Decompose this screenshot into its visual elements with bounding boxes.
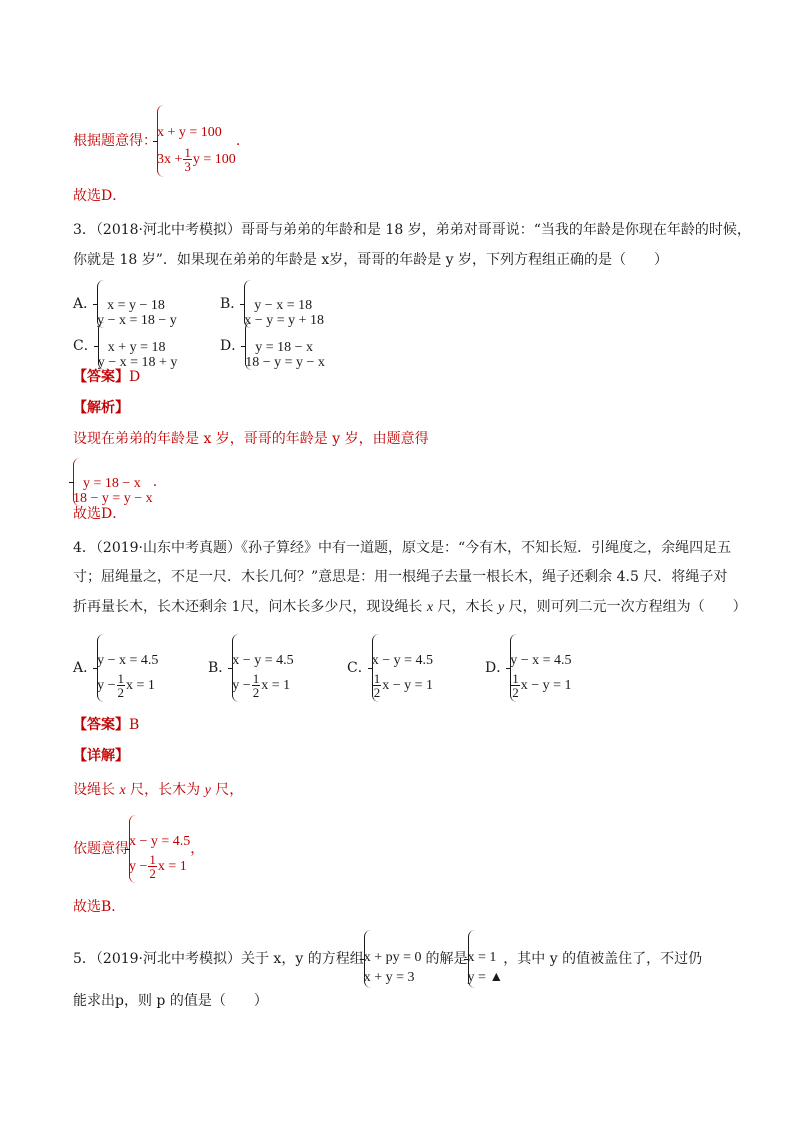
p1-equation-system [157, 105, 236, 177]
q3-option-b: B． y − x = 18 x − y = y + 18 [220, 280, 324, 328]
q3-analysis-tag: 【解析】 [73, 400, 129, 416]
p1-lead-text: 根据题意得： [73, 133, 157, 149]
q3-text-line1: 3．（2018·河北中考模拟）哥哥与弟弟的年龄和是 18 岁，弟弟对哥哥说：“当我的年龄是你现在年龄的时候， [73, 222, 751, 238]
q3-option-a: A． x = y − 18 y − x = 18 − y [73, 280, 177, 328]
p1-eq1: x + y = 100 [157, 125, 222, 140]
q3-option-d: D． y = 18 − x 18 − y = y − x [220, 322, 325, 370]
q4-text-line2: 寸；屈绳量之，不足一尺．木长几何？”意思是：用一根绳子去量一根长木，绳子还剩余 4.5 尺．将绳子对 [73, 569, 728, 585]
q4-answer: 【答案】B [73, 717, 140, 733]
q3-analysis-text: 设现在弟弟的年龄是 x 岁，哥哥的年龄是 y 岁，由题意得 [73, 431, 429, 447]
q3-answer: 【答案】D [73, 369, 141, 385]
q3-analysis-system: y = 18 − x 18 − y = y − x . [73, 458, 157, 506]
q4-detail-tag: 【详解】 [73, 748, 129, 764]
p1-conclusion: 故选D． [73, 188, 127, 204]
q4-text-line3: 折再量长木，长木还剩余 1尺，问木长多少尺，现设绳长 x 尺，木长 y 尺，则可列二元一次方程组为（ ） [73, 599, 747, 615]
q3-option-c: C． x + y = 18 y − x = 18 + y [73, 322, 177, 370]
q4-text-line1: 4．（2019·山东中考真题）《孙子算经》中有一道题，原文是：“今有木，不知长短．引绳度之，余绳四足五 [73, 540, 732, 556]
q4-option-c: C． x − y = 4.5 $\frac{1}{2}$ x − y = 1 [347, 634, 433, 702]
q4-option-b: B． x − y = 4.5 y − $\frac{1}{2}$ x = 1 [208, 634, 294, 702]
q4-option-d: D． y − x = 4.5 $\frac{1}{2}$ x − y = 1 [485, 634, 572, 702]
p1-equation-line [73, 105, 240, 177]
q3-text-line2: 你就是 18 岁”．如果现在弟弟的年龄是 x岁，哥哥的年龄是 y 岁，下列方程组正确的是（ ） [73, 252, 669, 268]
q4-conclusion: 故选B． [73, 899, 126, 915]
p1-end: . [235, 133, 241, 149]
p1-eq2: 3x + $\frac{1}{3}$ y = 100 [157, 145, 236, 175]
q5-text-line2: 能求出p，则 p 的值是（ ） [73, 993, 268, 1009]
q4-detail-system: 依题意得 x − y = 4.5 y − $\frac{1}{2}$ x = 1 ， [73, 815, 204, 883]
q4-detail-line1: 设绳长 x 尺，长木为 y 尺， [73, 782, 244, 798]
q5-text-line1: 5．（2019·河北中考模拟）关于 x，y 的方程组 x + py = 0 x + y = 3 的解是 x = 1 y = ▲ ，其中 y 的值被盖住了，不过仍 [73, 930, 702, 988]
q3-conclusion: 故选D． [73, 506, 127, 522]
q4-option-a: A． y − x = 4.5 y − $\frac{1}{2}$ x = 1 [73, 634, 158, 702]
